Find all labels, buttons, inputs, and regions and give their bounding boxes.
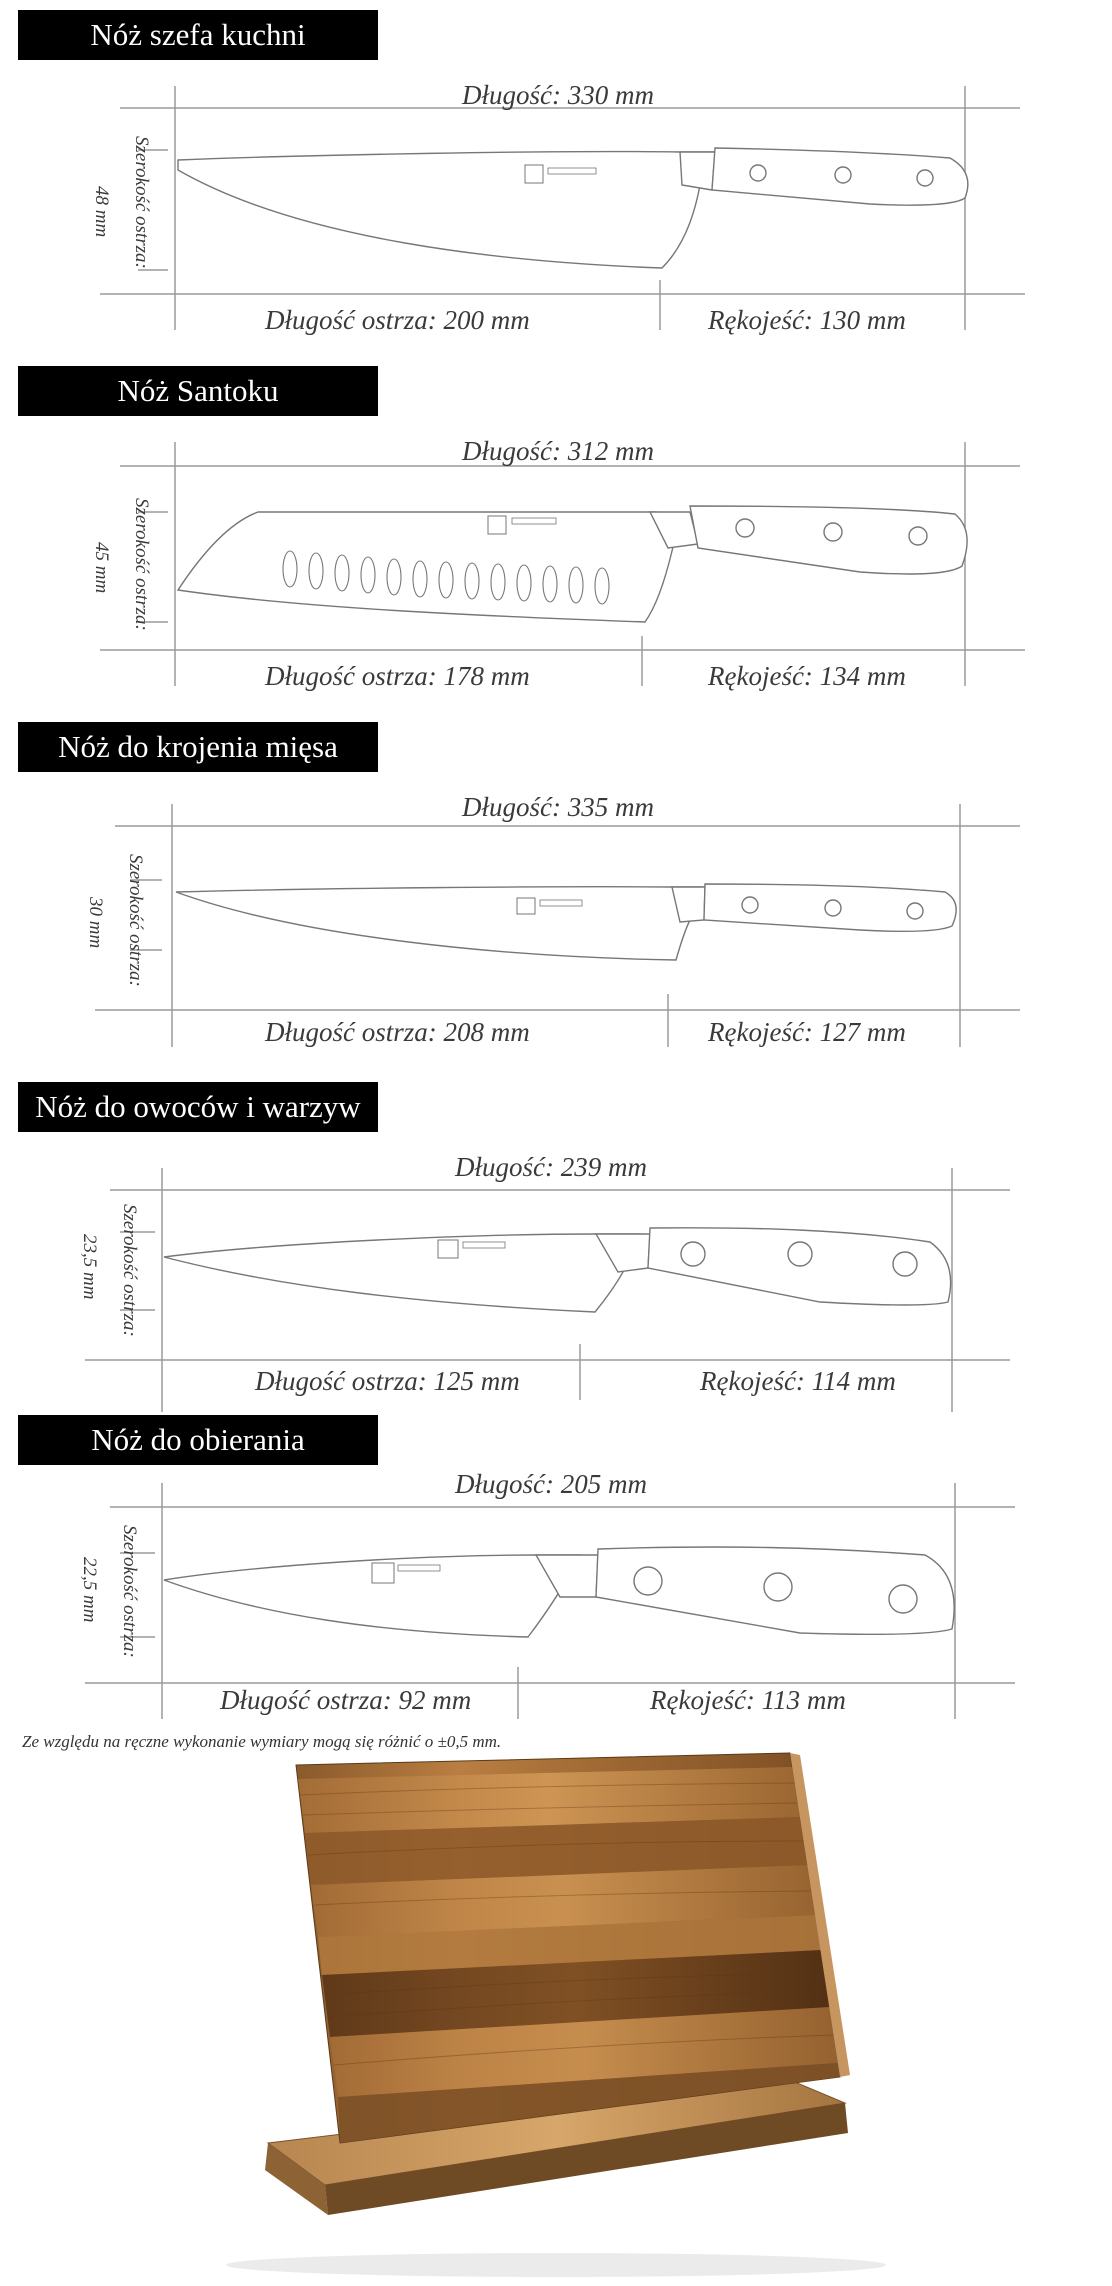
blade-length-label: Długość ostrza: 125 mm [255, 1366, 520, 1396]
blade-width-label: Szerokość ostrza: [131, 136, 152, 269]
blade-width-value: 23,5 mm [79, 1234, 100, 1300]
knife-section-santoku [0, 366, 1112, 722]
knife-section-chef [0, 10, 1112, 366]
tolerance-note: Ze względu na ręczne wykonanie wymiary mogą się różnić o ±0,5 mm. [22, 1732, 502, 1751]
handle-length-label: Rękojeść: 130 mm [708, 305, 906, 335]
handle-length-label: Rękojeść: 134 mm [708, 661, 906, 691]
blade-width-label: Szerokość ostrza: [119, 1525, 140, 1658]
total-length-label: Długość: 335 mm [462, 792, 654, 822]
section-title: Nóż do krojenia mięsa [18, 722, 378, 772]
section-title: Nóż szefa kuchni [18, 10, 378, 60]
blade-width-value: 30 mm [85, 897, 106, 949]
knife-section-paring [0, 1415, 1112, 1771]
blade-width-label: Szerokość ostrza: [119, 1204, 140, 1337]
blade-length-label: Długość ostrza: 200 mm [265, 305, 530, 335]
total-length-label: Długość: 205 mm [455, 1469, 647, 1499]
handle-length-label: Rękojeść: 127 mm [708, 1017, 906, 1047]
blade-width-value: 48 mm [91, 186, 112, 238]
blade-width-label: Szerokość ostrza: [125, 854, 146, 987]
total-length-label: Długość: 312 mm [462, 436, 654, 466]
total-length-label: Długość: 239 mm [455, 1152, 647, 1182]
knife-section-carving [0, 722, 1112, 1078]
blade-length-label: Długość ostrza: 208 mm [265, 1017, 530, 1047]
knife-drawing [0, 722, 1112, 1078]
handle-length-label: Rękojeść: 113 mm [650, 1685, 846, 1715]
total-length-label: Długość: 330 mm [462, 80, 654, 110]
blade-length-label: Długość ostrza: 92 mm [220, 1685, 472, 1715]
blade-width-label: Szerokość ostrza: [131, 498, 152, 631]
wooden-knife-stand-image [0, 1745, 1112, 2286]
knife-drawing [0, 366, 1112, 722]
section-title: Nóż Santoku [18, 366, 378, 416]
section-title: Nóż do obierania [18, 1415, 378, 1465]
blade-width-value: 22,5 mm [79, 1557, 100, 1623]
knife-drawing [0, 10, 1112, 366]
knife-drawing [0, 1082, 1112, 1438]
knife-section-utility [0, 1082, 1112, 1438]
blade-width-value: 45 mm [91, 542, 112, 594]
handle-length-label: Rękojeść: 114 mm [700, 1366, 896, 1396]
blade-length-label: Długość ostrza: 178 mm [265, 661, 530, 691]
section-title: Nóż do owoców i warzyw [18, 1082, 378, 1132]
